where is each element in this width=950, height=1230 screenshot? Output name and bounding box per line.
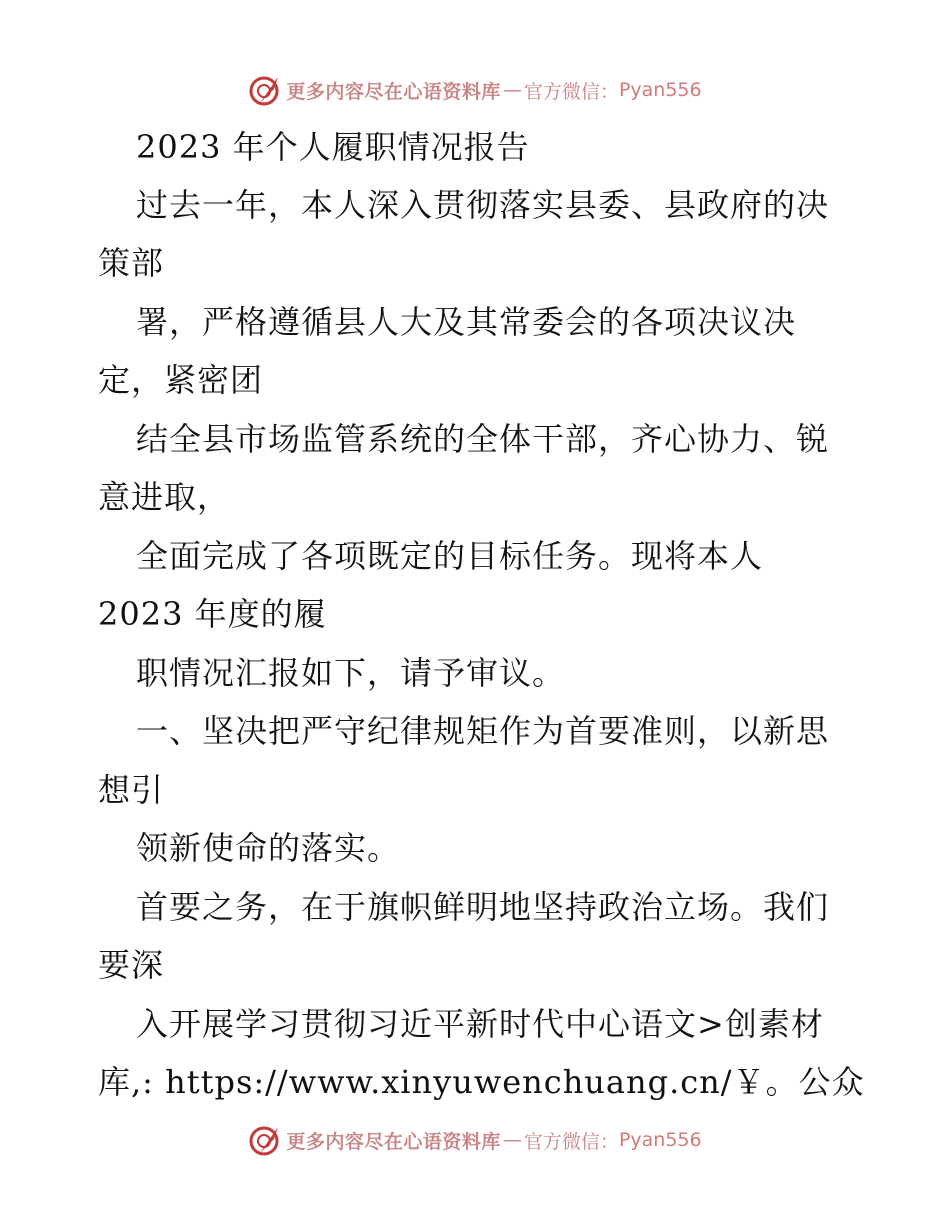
footer-banner-separator: — [502,1129,522,1151]
header-watermark-banner [0,70,950,110]
document-line: 2023 年度的履 [98,595,327,633]
footer-watermark-banner [0,1120,950,1160]
document-line: 库,: https://www.xinyuwenchuang.cn/￥。公众 [98,1063,865,1101]
document-line: 策部 [98,244,165,282]
footer-banner-wechat-label: 官方微信： [523,1130,619,1153]
document-line: 领新使命的落实。 [136,829,401,867]
document-line: 意进取， [98,478,231,516]
document-line: 结全县市场监管系统的全体干部，齐心协力、锐 [136,420,830,458]
header-banner-text: 更多内容尽在心语资料库 [286,80,501,103]
section-heading: 一、坚决把严守纪律规矩作为首要准则，以新思 [136,712,830,750]
document-line: 要深 [98,946,165,984]
header-banner-wechat-id: Pyan556 [618,79,702,101]
document-line: 想引 [98,771,165,809]
document-line: 首要之务，在于旗帜鲜明地坚持政治立场。我们 [136,888,830,926]
document-line: 署，严格遵循县人大及其常委会的各项决议决 [136,303,797,341]
document-line: 入开展学习贯彻习近平新时代中心语文>创素材 [136,1005,824,1043]
header-banner-wechat-label: 官方微信： [523,80,619,103]
quill-logo-icon [248,1123,282,1157]
document-line: 过去一年，本人深入贯彻落实县委、县政府的决 [136,186,830,224]
document-title: 2023 年个人履职情况报告 [136,128,530,166]
document-line: 定，紧密团 [98,361,264,399]
document-line: 全面完成了各项既定的目标任务。现将本人 [136,537,764,575]
header-banner-separator: — [502,79,522,101]
quill-logo-icon [248,73,282,107]
document-line: 职情况汇报如下，请予审议。 [136,654,566,692]
footer-banner-text: 更多内容尽在心语资料库 [286,1130,501,1153]
footer-banner-wechat-id: Pyan556 [618,1129,702,1151]
